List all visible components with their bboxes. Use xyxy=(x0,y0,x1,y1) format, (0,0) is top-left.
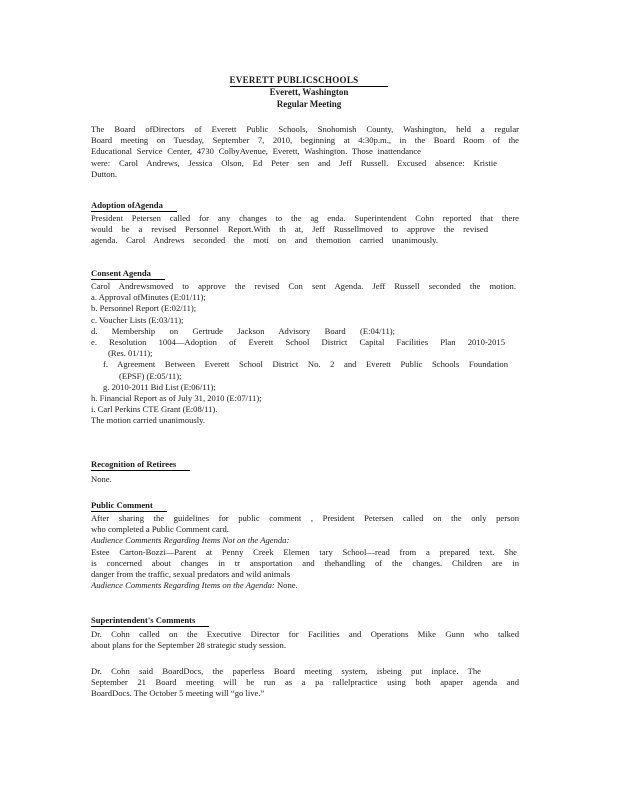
intro-line: Dutton. xyxy=(91,168,118,179)
superintendent-line: Dr. Cohn called on the Executive Director for Facilities and Operations Mike Gunn who talked xyxy=(91,629,519,639)
adoption-line: would be a revised Personnel Report.With th at, Jeff Russellmoved to approve the revised xyxy=(91,224,488,235)
section-heading-recognition: Recognition of Retirees xyxy=(91,459,190,471)
document-location: Everett, Washington xyxy=(269,87,349,97)
intro-line: Board meeting on Tuesday, September 7, 2010, beginning at 4:30p.m., in the Board Room of the xyxy=(91,135,519,146)
intro-paragraph xyxy=(91,124,519,180)
consent-item: (Res. 01/11); xyxy=(108,348,153,359)
on-agenda-label: Audience Comments Regarding Items on the Agenda: xyxy=(91,580,275,591)
audience-comment-line: is concerned about changes in tr ansportation and thehandling of the changes. Children are in xyxy=(91,557,519,568)
consent-item: e. Resolution 1004—Adoption of Everett School District Capital Facilities Plan 2010-2015 xyxy=(91,337,505,348)
consent-item: The motion carried unanimously. xyxy=(91,415,205,426)
consent-item: b. Personnel Report (E:02/11); xyxy=(91,303,197,314)
superintendent-paragraph-2 xyxy=(91,666,519,700)
adoption-line: agenda. Carol Andrews seconded the moti on and themotion carried unanimously. xyxy=(91,235,438,246)
consent-item: h. Financial Report as of July 31, 2010 (E:07/11); xyxy=(91,393,262,404)
consent-item: g. 2010-2011 Bid List (E:06/11); xyxy=(103,381,216,392)
section-heading-public-comment: Public Comment xyxy=(91,500,167,512)
intro-line: were: Carol Andrews, Jessica Olson, Ed Peter sen and Jeff Russell. Excused absence: Kristie xyxy=(91,157,497,168)
superintendent-line: September 21 Board meeting will be run as a pa rallelpractice using both apaper agenda and xyxy=(91,677,519,688)
section-heading-superintendent: Superintendent's Comments xyxy=(91,615,209,627)
superintendent-paragraph-1 xyxy=(91,629,519,651)
consent-item: (EPSF) (E:05/11); xyxy=(119,370,182,381)
superintendent-line: Dr. Cohn said BoardDocs, the paperless Board meeting system, isbeing put inplace. The xyxy=(91,666,481,676)
public-comment-block xyxy=(91,513,519,591)
consent-item: a. Approval ofMinutes (E:01/11); xyxy=(91,292,206,303)
public-comment-line: After sharing the guidelines for public comment , President Petersen called on the only person xyxy=(91,513,519,523)
public-comment-line: who completed a Public Comment card. xyxy=(91,524,229,535)
intro-line: The Board ofDirectors of Everett Public Schools, Snohomish County, Washington, held a regular xyxy=(91,124,519,134)
consent-block xyxy=(91,281,519,427)
adoption-paragraph xyxy=(91,213,519,247)
meeting-type: Regular Meeting xyxy=(276,99,342,109)
consent-item: i. Carl Perkins CTE Grant (E:08/11). xyxy=(91,404,218,415)
consent-lead: Carol Andrewsmoved to approve the revised Con sent Agenda. Jeff Russell seconded the motion. xyxy=(91,281,516,291)
audience-comment-line: danger from the traffic, sexual predators and wild animals xyxy=(91,569,291,580)
recognition-text: None. xyxy=(91,474,112,484)
audience-comment-line: Estee Carton-Bozzi—Parent at Penny Creek Elemen tary School—read from a prepared text. She xyxy=(91,546,517,557)
superintendent-line: BoardDocs. The October 5 meeting will “go live.” xyxy=(91,688,265,699)
not-on-agenda-label: Audience Comments Regarding Items Not on the Agenda: xyxy=(91,535,290,546)
section-heading-adoption: Adoption ofAgenda xyxy=(91,200,177,212)
on-agenda-value: None. xyxy=(276,580,298,591)
consent-item: f. Agreement Between Everett School District No. 2 and Everett Public Schools Foundation xyxy=(103,359,508,370)
adoption-line: President Petersen called for any changes to the ag enda. Superintendent Cohn reported that there xyxy=(91,213,519,223)
intro-line: Educational Service Center, 4730 ColbyAvenue, Everett, Washington. Those inattendance xyxy=(91,146,421,157)
superintendent-line: about plans for the September 28 strategic study session. xyxy=(91,640,286,651)
consent-item: c. Voucher Lists (E:03/11); xyxy=(91,314,184,325)
section-heading-consent: Consent Agenda xyxy=(91,268,165,280)
consent-item: d. Membership on Gertrude Jackson Advisory Board (E:04/11); xyxy=(91,325,395,336)
on-agenda-row xyxy=(91,580,519,591)
document-title: EVERETT PUBLICSCHOOLS xyxy=(0,75,618,87)
